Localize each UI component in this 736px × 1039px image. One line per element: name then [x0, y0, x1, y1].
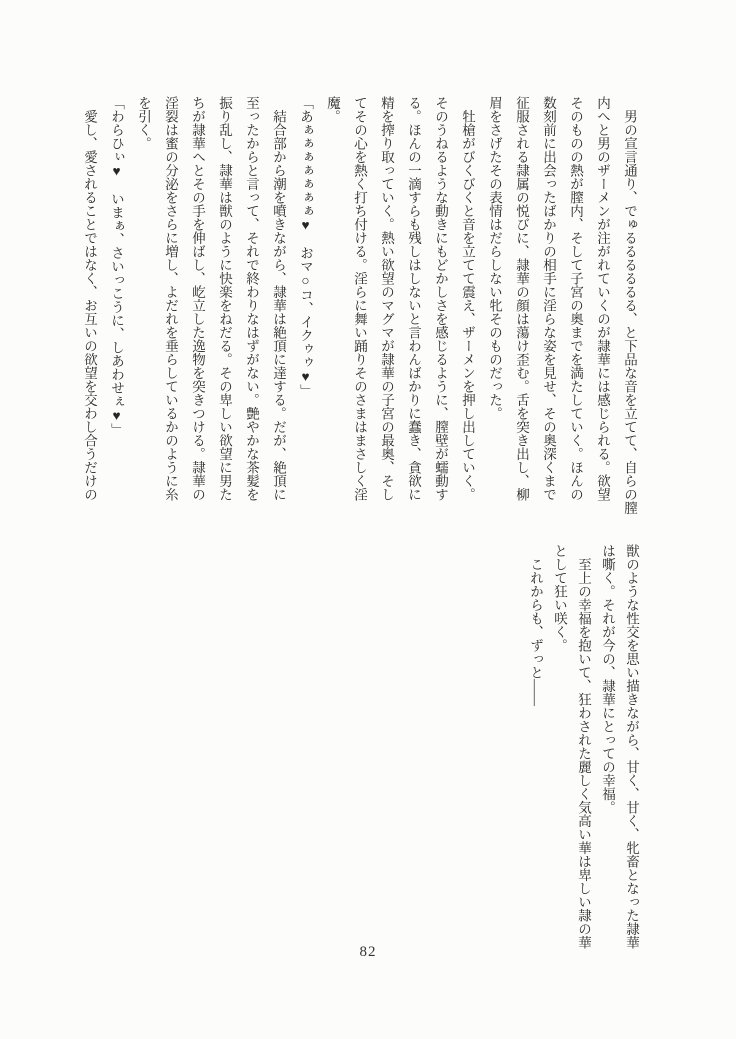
dialogue-line: 「あぁぁぁぁぁぁぁ♥ おマ○コ、イクゥゥ♥」 — [298, 96, 313, 398]
text-line: 数刻前に出会ったばかりの相手に淫らな姿を見せ、その奥深くまで — [541, 96, 556, 501]
text-line: これからも、ずっと―― — [528, 544, 543, 706]
text-line: 愛し、愛されることではなく、お互いの欲望を交わし合うだけの — [82, 96, 97, 501]
text-line: てその心を熱く打ち付ける。淫らに舞い踊りそのさまはまさしく淫 — [352, 96, 367, 501]
body-text-upper-block — [76, 96, 643, 520]
text-line: 魔。 — [325, 96, 340, 123]
text-line: ちが隷華へとその手を伸ばし、屹立した逸物を突きつける。隷華の — [190, 96, 205, 501]
text-line: る。ほんの一滴すらも残しはしないと言わんばかりに蠢き、貪欲に — [406, 96, 421, 501]
text-line: 至上の幸福を抱いて、狂わされた麗しく気高い華は卑しい隷の華 — [576, 544, 591, 949]
text-line: 淫裂は蜜の分泌をさらに増し、よだれを垂らしているかのように糸 — [163, 96, 178, 501]
text-line: そのものの熱が膣内、そして子宮の奥までを満たしていく。ほんの — [568, 96, 583, 501]
page-number: 82 — [359, 944, 377, 960]
text-line: 牡槍がびくびくと音を立てて震え、ザーメンを押し出していく。 — [460, 96, 475, 501]
text-line: 獣のような性交を思い描きながら、甘く、甘く、牝畜となった隷華 — [624, 544, 639, 949]
text-line: 振り乱し、隷華は獣のように快楽をねだる。その卑しい欲望に男た — [217, 96, 232, 501]
text-line: 結合部から潮を噴きながら、隷華は絶頂に達する。だが、絶頂に — [271, 96, 286, 501]
text-line: そのうねるような動きにもどかしさを感じるように、膣壁が蠕動す — [433, 96, 448, 501]
dialogue-line: 「わらひぃ♥ いまぁ、さいっこうに、しあわせぇ♥」 — [109, 96, 124, 437]
text-line: 征服される隷属の悦びに、隷華の顔は蕩け歪む。舌を突き出し、柳 — [514, 96, 529, 501]
text-line: 男の宣言通り、でゅるるるるるる、と下品な音を立てて、自らの膣 — [622, 96, 637, 515]
text-line: を引く。 — [136, 96, 151, 150]
text-line: は嘶く。それが今の、隷華にとっての幸福。 — [600, 544, 615, 814]
text-line: 精を搾り取っていく。熱い欲望のマグマが隷華の子宮の最奥、そし — [379, 96, 394, 501]
text-line: 眉をさげたその表情はだらしない牝そのものだった。 — [487, 96, 502, 420]
body-text-lower-block — [523, 544, 643, 954]
text-line: 至ったからと言って、それで終わりなはずがない。艶やかな茶髪を — [244, 96, 259, 501]
text-line: 内へと男のザーメンが注がれていくのが隷華には感じられる。欲望 — [595, 96, 610, 501]
text-line: として狂い咲く。 — [552, 544, 567, 652]
